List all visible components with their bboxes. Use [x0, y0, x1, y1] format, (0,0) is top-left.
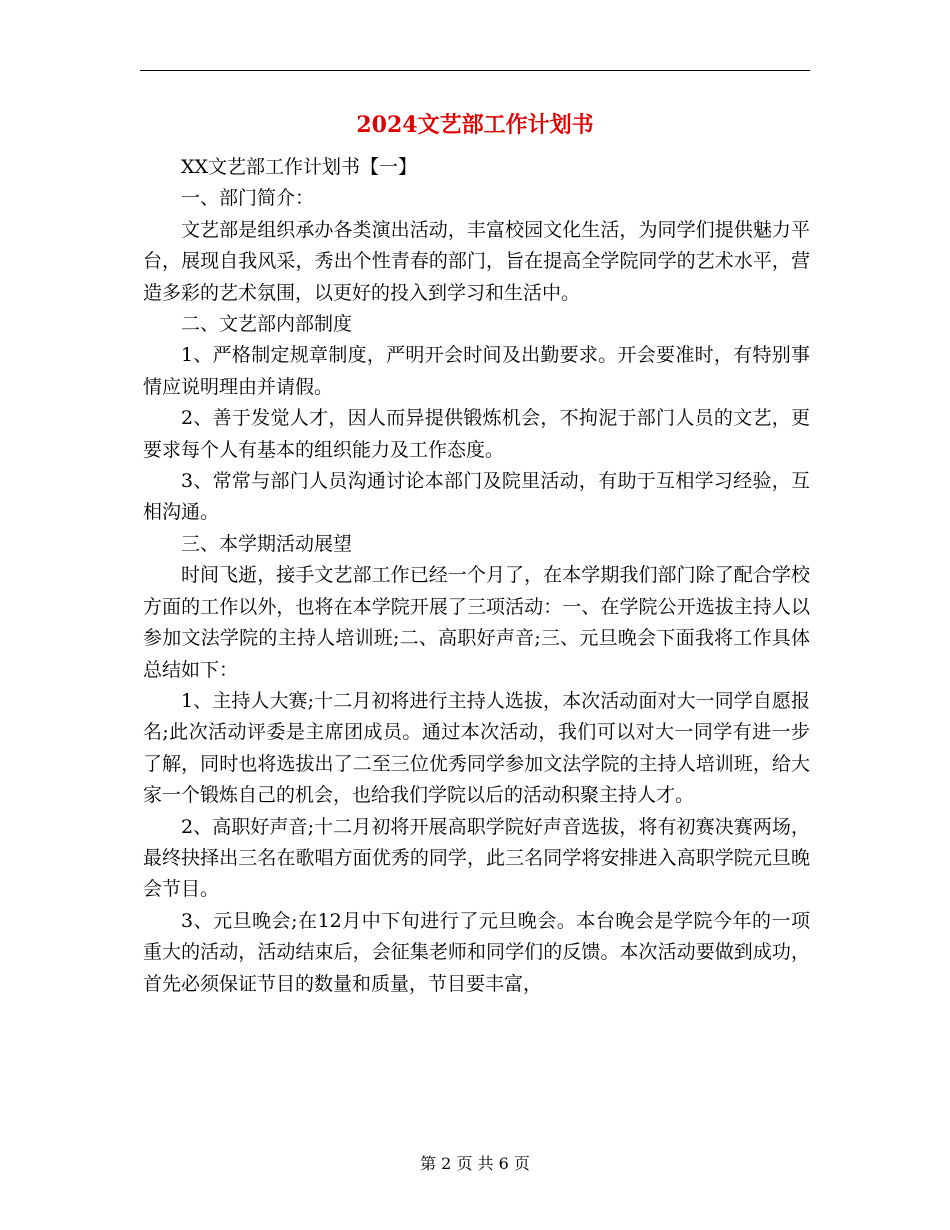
document-body: [143, 152, 810, 1000]
section-heading: 一、部门简介：: [181, 187, 315, 210]
paragraph: 1、严格制定规章制度，严明开会时间及出勤要求。开会要准时，有特别事情应说明理由并请假。: [143, 344, 810, 398]
page-number-footer: 第 2 页 共 6 页: [420, 1154, 530, 1173]
paragraph: 3、常常与部门人员沟通讨论本部门及院里活动，有助于互相学习经验，互相沟通。: [143, 470, 810, 524]
section-heading: 二、文艺部内部制度: [181, 313, 353, 336]
header-rule: [140, 70, 810, 71]
paragraph: 3、元旦晚会;在12月中下旬进行了元旦晚会。本台晚会是学院今年的一项重大的活动，活动结束后，会征集老师和同学们的反馈。本次活动要做到成功，首先必须保证节目的数量和质量，节目要丰富，: [143, 909, 810, 995]
section-heading: 三、本学期活动展望: [181, 532, 353, 555]
paragraph: 时间飞逝，接手文艺部工作已经一个月了，在本学期我们部门除了配合学校方面的工作以外，也将在本学院开展了三项活动：一、在学院公开选拔主持人以参加文法学院的主持人培训班;二、高职好声音;三、元旦晚会下面我将工作具体总结如下：: [143, 564, 810, 681]
paragraph: 1、主持人大赛;十二月初将进行主持人选拔，本次活动面对大一同学自愿报名;此次活动评委是主席团成员。通过本次活动，我们可以对大一同学有进一步了解，同时也将选拔出了二至三位优秀同学参加文法学院的主持人培训班，给大家一个锻炼自己的机会，也给我们学院以后的活动积聚主持人才。: [143, 689, 810, 807]
paragraph: XX文艺部工作计划书【一】: [181, 156, 418, 178]
paragraph: 2、高职好声音;十二月初将开展高职学院好声音选拔，将有初赛决赛两场，最终抉择出三名在歌唱方面优秀的同学，此三名同学将安排进入高职学院元旦晚会节目。: [143, 815, 810, 901]
paragraph: 文艺部是组织承办各类演出活动，丰富校园文化生活，为同学们提供魅力平台，展现自我风采，秀出个性青春的部门，旨在提高全学院同学的艺术水平，营造多彩的艺术氛围，以更好的投入到学习和生活中。: [143, 218, 810, 304]
paragraph: 2、善于发觉人才，因人而异提供锻炼机会，不拘泥于部门人员的文艺，更要求每个人有基本的组织能力及工作态度。: [143, 407, 810, 461]
document-title: 2024文艺部工作计划书: [356, 112, 594, 138]
